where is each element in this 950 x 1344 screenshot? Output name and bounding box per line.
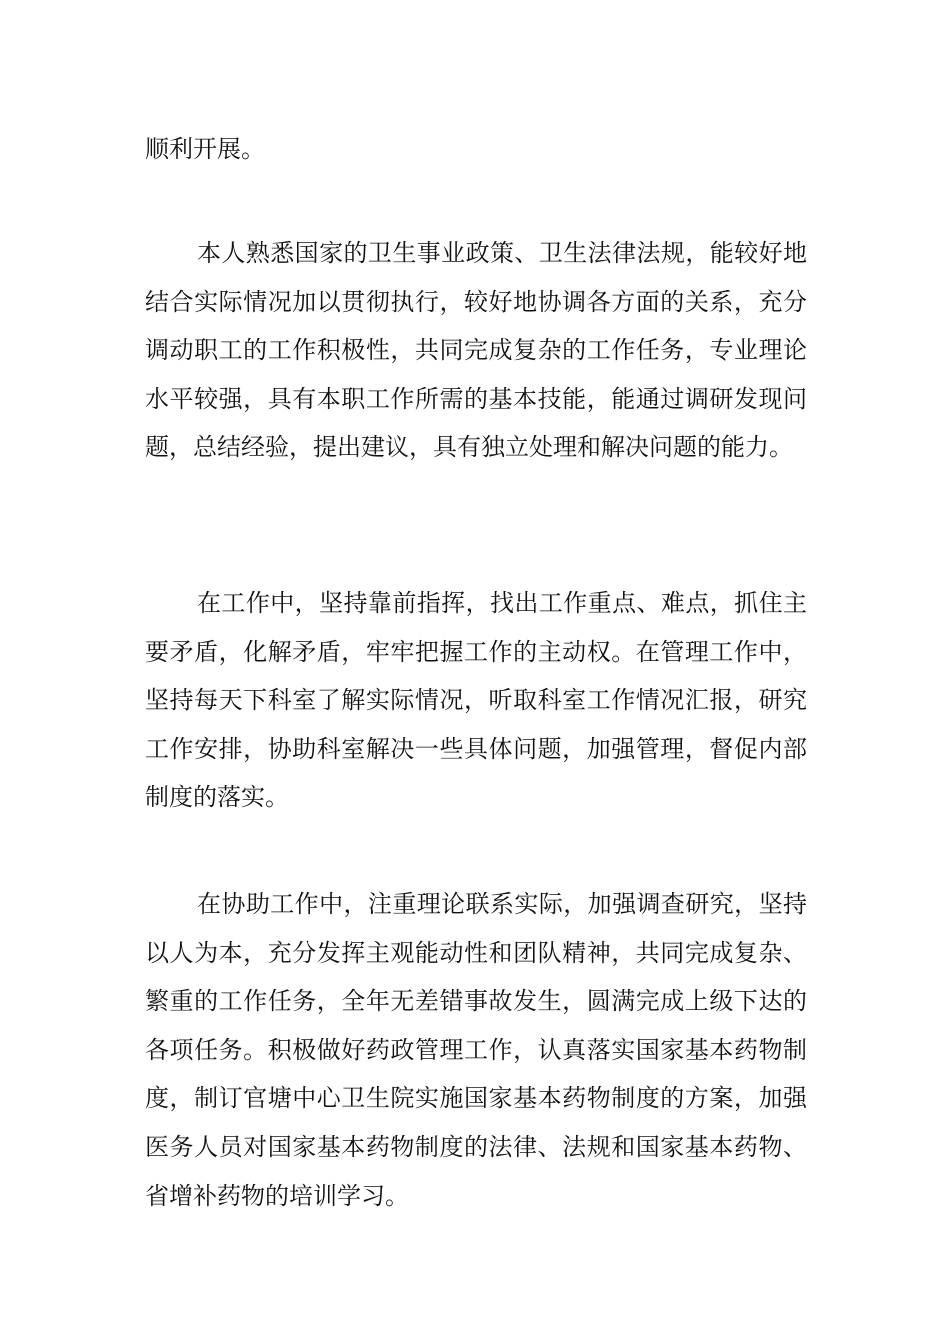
paragraph-assistance-work: 在协助工作中，注重理论联系实际，加强调查研究，坚持以人为本，充分发挥主观能动性和团队精神，共同完成复杂、繁重的工作任务，全年无差错事故发生，圆满完成上级下达的各项任务。积极做好药政管理工作，认真落实国家基本药物制度，制订官塘中心卫生院实施国家基本药物制度的方案，加强医务人员对国家基本药物制度的法律、法规和国家基本药物、省增补药物的培训学习。 — [145, 890, 807, 1210]
paragraph-work-leadership: 在工作中，坚持靠前指挥，找出工作重点、难点，抓住主要矛盾，化解矛盾，牢牢把握工作的主动权。在管理工作中，坚持每天下科室了解实际情况，听取科室工作情况汇报，研究工作安排，协助科室解决一些具体问题，加强管理，督促内部制度的落实。 — [145, 589, 807, 812]
paragraph-qualifications: 本人熟悉国家的卫生事业政策、卫生法律法规，能较好地结合实际情况加以贯彻执行，较好地协调各方面的关系，充分调动职工的工作积极性，共同完成复杂的工作任务，专业理论水平较强，具有本职工作所需的基本技能，能通过调研发现问题，总结经验，提出建议，具有独立处理和解决问题的能力。 — [145, 239, 807, 462]
continuation-text: 顺利开展。 — [145, 135, 265, 163]
